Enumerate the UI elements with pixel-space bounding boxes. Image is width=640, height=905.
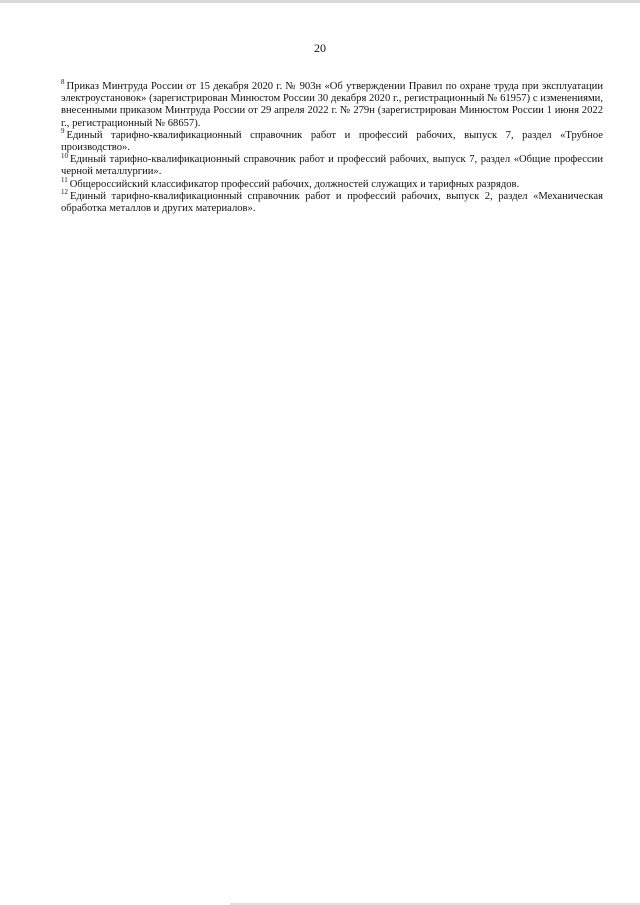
footnote-text: Общероссийский классификатор профессий рабочих, должностей служащих и тарифных разрядов. — [69, 178, 520, 190]
footnote-mark: 10 — [61, 151, 68, 160]
footnote-mark: 9 — [61, 127, 65, 136]
footnote-8 — [61, 78, 603, 130]
footnote-text: Единый тарифно-квалификационный справочник работ и профессий рабочих, выпуск 2, раздел «Механическая обработка металлов и других материалов». — [61, 190, 603, 215]
footnote-text: Единый тарифно-квалификационный справочник работ и профессий рабочих, выпуск 7, раздел «Трубное производство». — [61, 129, 603, 154]
footnotes-block — [61, 78, 603, 215]
footnote-mark: 8 — [61, 78, 65, 87]
footnote-text: Приказ Минтруда России от 15 декабря 2020 г. № 903н «Об утверждении Правил по охране труда при эксплуатации электроустановок» (зарегистрирован Минюстом России 30 декабря 2020 г., регистрационный № 61957) с изменениями, внесенными приказом Минтруда России от 29 апреля 2022 г. № 279н (зарегистрирован Минюстом России 1 июня 2022 г., регистрационный № 68657). — [61, 81, 603, 129]
footnote-9 — [61, 127, 603, 154]
footnote-10 — [61, 151, 603, 178]
footnote-12 — [61, 188, 603, 215]
scan-edge-top — [0, 0, 640, 3]
footnote-text: Единый тарифно-квалификационный справочник работ и профессий рабочих, выпуск 7, раздел «Общие профессии черной металлургии». — [61, 154, 603, 178]
page-number: 20 — [314, 41, 326, 55]
footnote-mark: 11 — [61, 176, 68, 185]
footnote-mark: 12 — [61, 188, 68, 197]
footnote-11 — [61, 176, 603, 191]
